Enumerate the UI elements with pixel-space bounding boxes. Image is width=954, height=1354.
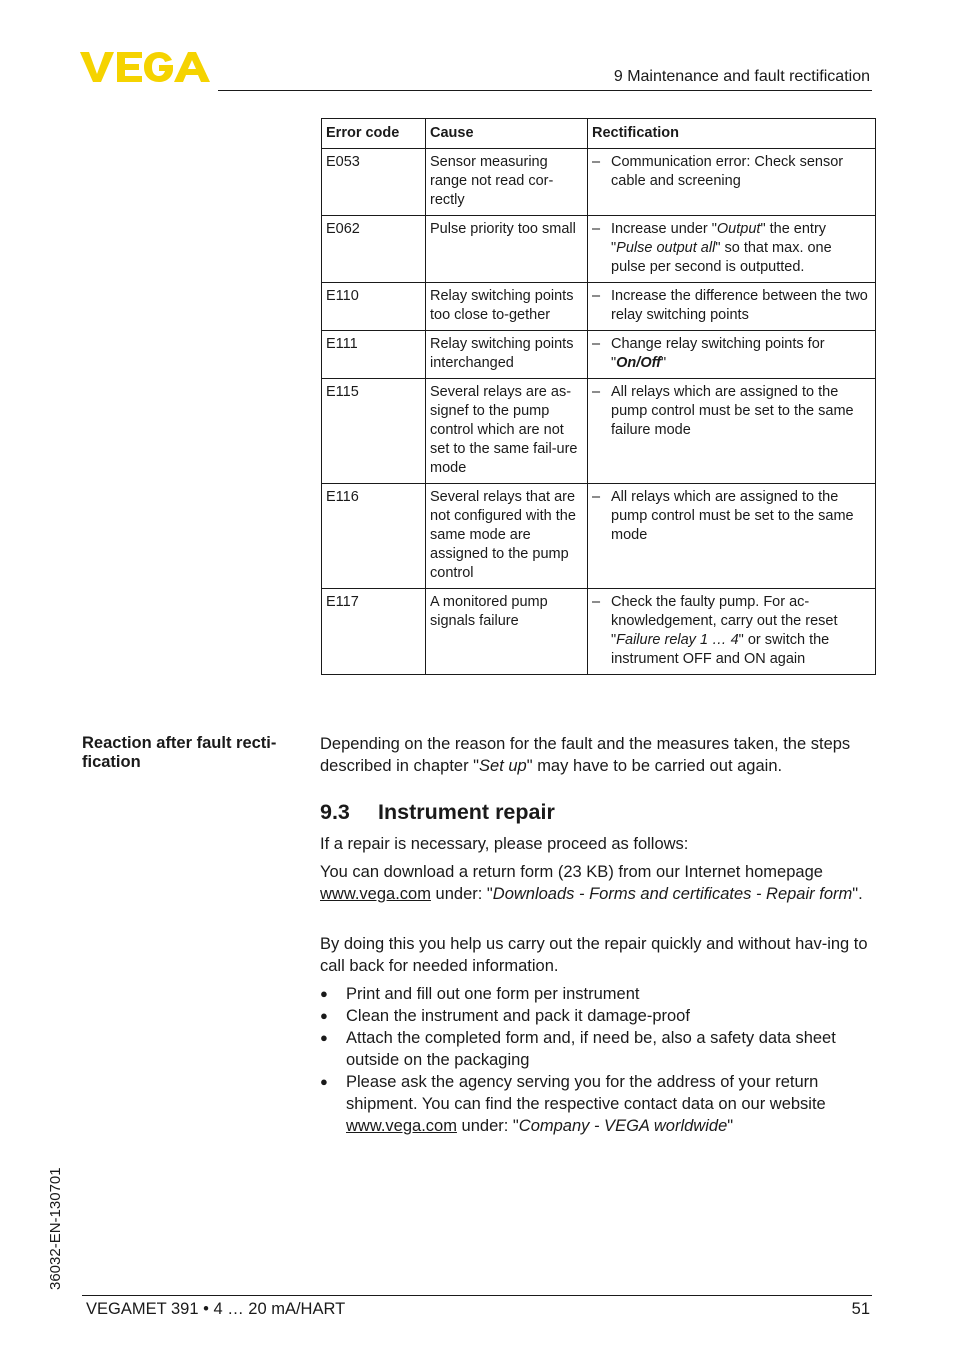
vega-logo-mark [80, 50, 212, 84]
cell-rectification: – Change relay switching points for "On/Off" [588, 331, 876, 379]
vega-logo [80, 50, 212, 89]
header-rule [218, 90, 872, 91]
document-code: 36032-EN-130701 [47, 1167, 64, 1290]
footer-product: VEGAMET 391 • 4 … 20 mA/HART [86, 1300, 346, 1318]
bullet-icon: ● [320, 1074, 328, 1089]
list-item: ● Please ask the agency serving you for the address of your return shipment. You can find the respective contact data on our website www.vega.com under: "Company - VEGA worldwide" [320, 1073, 826, 1135]
bullet-icon: ● [320, 1030, 328, 1045]
header-section-title: 9 Maintenance and fault rectification [613, 68, 870, 85]
list-item: ● Clean the instrument and pack it damage-proof [320, 1007, 690, 1025]
cell-cause: Pulse priority too small [426, 216, 588, 283]
cell-code: E110 [322, 283, 426, 331]
section-title: Instrument repair [378, 800, 555, 824]
cell-code: E117 [322, 589, 426, 675]
cell-rectification: – Increase the difference between the two relay switching points [588, 283, 876, 331]
table-row [322, 589, 876, 675]
page-number: 51 [851, 1300, 870, 1318]
list-item: ● Attach the completed form and, if need be, also a safety data sheet outside on the packaging [320, 1029, 836, 1069]
download-paragraph: You can download a return form (23 KB) from our Internet homepage www.vega.com under: "Downloads - Forms and certificates - Repair form". [320, 863, 863, 903]
cell-rectification: – All relays which are assigned to the pump control must be set to the same mode [588, 484, 876, 589]
cell-code: E115 [322, 379, 426, 484]
cell-cause: Several relays are as-signef to the pump control which are not set to the same fail-ure mode [426, 379, 588, 484]
cell-cause: A monitored pump signals failure [426, 589, 588, 675]
side-note-reaction: Reaction after fault recti-fication [82, 734, 277, 771]
error-code-table [321, 118, 876, 675]
section-heading [320, 800, 555, 825]
cell-code: E111 [322, 331, 426, 379]
cell-code: E116 [322, 484, 426, 589]
repair-intro: If a repair is necessary, please proceed as follows: [320, 835, 689, 853]
reaction-paragraph: Depending on the reason for the fault and the measures taken, the steps described in chapter "Set up" may have to be carried out again. [320, 735, 851, 775]
cell-cause: Relay switching points interchanged [426, 331, 588, 379]
header-error-code: Error code [322, 119, 426, 149]
section-number: 9.3 [320, 800, 350, 824]
table-row [322, 149, 876, 216]
vega-website-link[interactable]: www.vega.com [320, 885, 431, 903]
cell-code: E062 [322, 216, 426, 283]
cell-cause: Several relays that are not configured with the same mode are assigned to the pump control [426, 484, 588, 589]
table-row [322, 484, 876, 589]
cell-rectification: – Check the faulty pump. For ac-knowledgement, carry out the reset "Failure relay 1 … 4" or switch the instrument OFF and ON again [588, 589, 876, 675]
cell-cause: Relay switching points too close to-gether [426, 283, 588, 331]
header-cause: Cause [426, 119, 588, 149]
cell-cause: Sensor measuring range not read cor-rectly [426, 149, 588, 216]
bullet-icon: ● [320, 1008, 328, 1023]
repair-steps-list [320, 983, 876, 1137]
cell-rectification: – All relays which are assigned to the pump control must be set to the same failure mode [588, 379, 876, 484]
header-rectification: Rectification [588, 119, 876, 149]
table-row [322, 216, 876, 283]
table-header-row [322, 119, 876, 149]
table-row [322, 379, 876, 484]
cell-rectification: – Communication error: Check sensor cable and screening [588, 149, 876, 216]
bullet-icon: ● [320, 986, 328, 1001]
help-paragraph: By doing this you help us carry out the repair quickly and without hav-ing to call back for needed information. [320, 935, 868, 975]
footer-rule [82, 1295, 872, 1296]
vega-worldwide-link[interactable]: www.vega.com [346, 1117, 457, 1135]
table-row [322, 283, 876, 331]
cell-code: E053 [322, 149, 426, 216]
cell-rectification: – Increase under "Output" the entry "Pulse output all" so that max. one pulse per second is outputted. [588, 216, 876, 283]
table-row [322, 331, 876, 379]
list-item: ● Print and fill out one form per instrument [320, 985, 640, 1003]
